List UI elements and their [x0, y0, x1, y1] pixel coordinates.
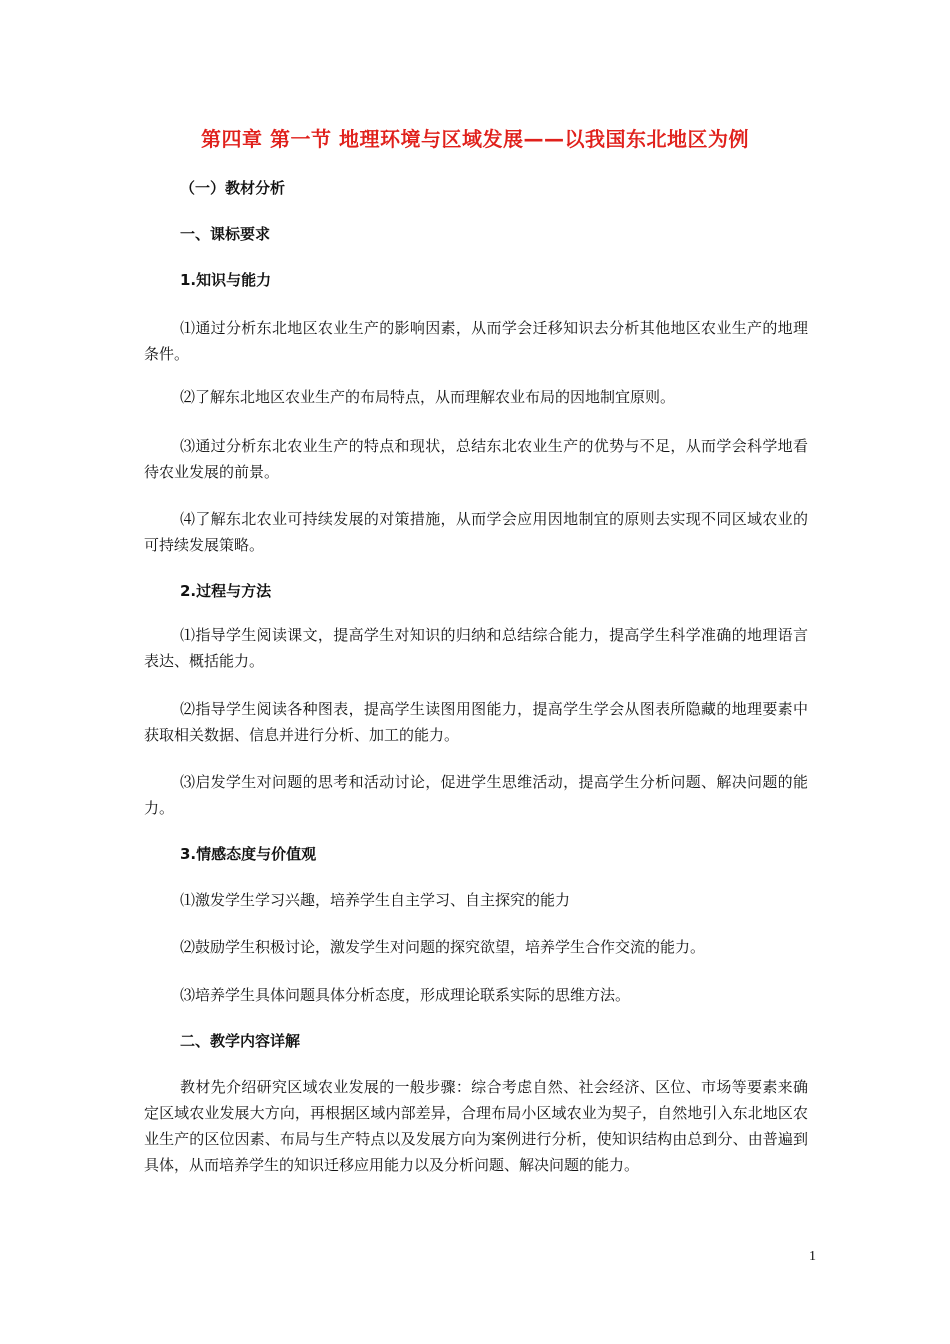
paragraph-attitude-3: ⑶培养学生具体问题具体分析态度，形成理论联系实际的思维方法。 [180, 986, 631, 1004]
paragraph-process-2: ⑵指导学生阅读各种图表，提高学生读图用图能力，提高学生学会从图表所隐藏的地理要素中获取相关数据、信息并进行分析、加工的能力。 [144, 700, 808, 744]
paragraph-knowledge-2: ⑵了解东北地区农业生产的布局特点，从而理解农业布局的因地制宜原则。 [180, 388, 676, 406]
paragraph-knowledge-3: ⑶通过分析东北农业生产的特点和现状，总结东北农业生产的优势与不足，从而学会科学地看待农业发展的前景。 [144, 437, 808, 481]
paragraph-knowledge-4: ⑷了解东北农业可持续发展的对策措施，从而学会应用因地制宜的原则去实现不同区域农业的可持续发展策略。 [144, 510, 808, 554]
heading-teaching-content: 二、教学内容详解 [180, 1032, 301, 1050]
document-title: 第四章 第一节 地理环境与区域发展——以我国东北地区为例 [201, 127, 749, 151]
heading-curriculum-requirements: 一、课标要求 [180, 225, 271, 243]
paragraph-process-1: ⑴指导学生阅读课文，提高学生对知识的归纳和总结综合能力，提高学生科学准确的地理语言表达、概括能力。 [144, 626, 808, 670]
paragraph-attitude-2: ⑵鼓励学生积极讨论，激发学生对问题的探究欲望，培养学生合作交流的能力。 [180, 938, 706, 956]
paragraph-attitude-1: ⑴激发学生学习兴趣，培养学生自主学习、自主探究的能力 [180, 891, 571, 909]
paragraph-teaching-content: 教材先介绍研究区域农业发展的一般步骤：综合考虑自然、社会经济、区位、市场等要素来确定区域农业发展大方向，再根据区域内部差异，合理布局小区域农业为契子，自然地引入东北地区农业生产的区位因素、布局与生产特点以及发展方向为案例进行分析，使知识结构由总到分、由普遍到具体，从而培养学生的知识迁移应用能力以及分析问题、解决问题的能力。 [144, 1078, 808, 1174]
paragraph-process-3: ⑶启发学生对问题的思考和活动讨论，促进学生思维活动，提高学生分析问题、解决问题的能力。 [144, 773, 808, 817]
subheading-process-method: 2.过程与方法 [180, 582, 272, 600]
page-number: 1 [809, 1249, 816, 1264]
subheading-knowledge-ability: 1.知识与能力 [180, 271, 272, 289]
paragraph-knowledge-1: ⑴通过分析东北地区农业生产的影响因素，从而学会迁移知识去分析其他地区农业生产的地理条件。 [144, 319, 808, 363]
section-heading-analysis: （一）教材分析 [180, 179, 286, 197]
subheading-attitude-values: 3.情感态度与价值观 [180, 845, 317, 863]
